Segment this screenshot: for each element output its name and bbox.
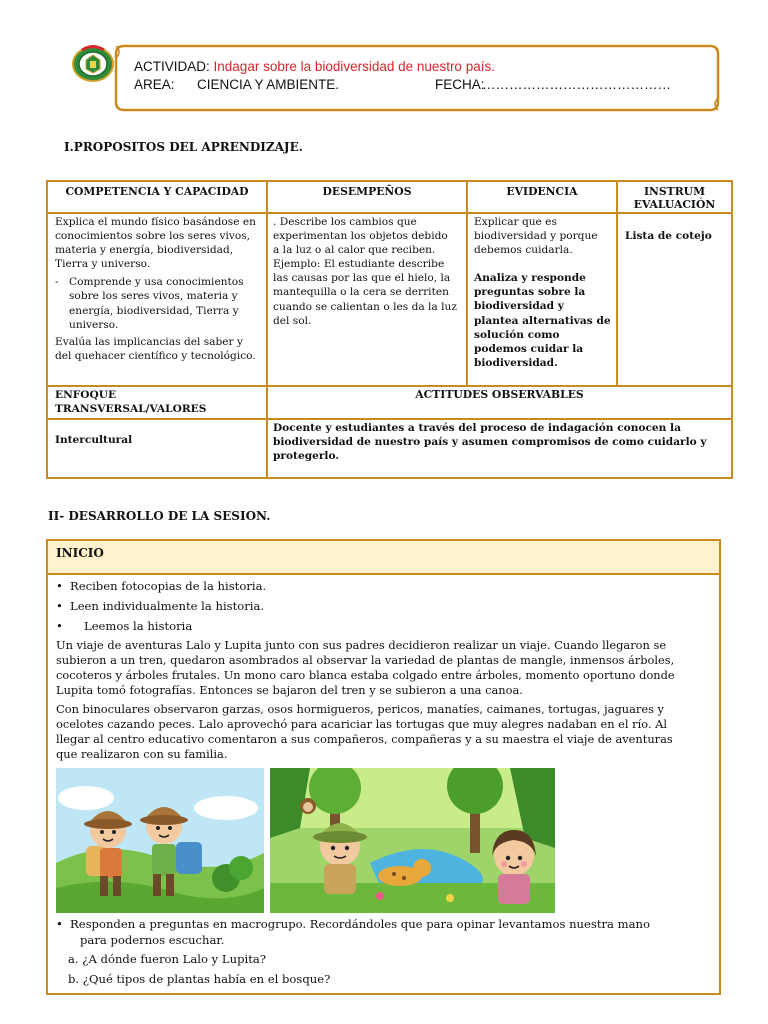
evidencia-bold-line: biodiversidad. <box>474 356 558 369</box>
enfoque-label <box>55 388 265 416</box>
kids-explorers-illustration <box>56 768 264 913</box>
activity-line <box>134 59 495 74</box>
evidencia-line: Explicar que es <box>474 216 557 228</box>
fecha-label: FECHA: <box>435 77 485 92</box>
activity-title: Indagar sobre la biodiversidad de nuestro país. <box>213 59 495 74</box>
desempeno-line: las causas por las que el hielo, la <box>273 272 451 285</box>
bullet-icon: • <box>56 599 63 613</box>
instrumento-value: Lista de cotejo <box>625 230 712 242</box>
fecha-value: …………………………………… <box>482 77 671 92</box>
capacidad-line: sobre los seres vivos, materia y <box>69 290 238 303</box>
bullet-icon: • <box>56 579 63 593</box>
inicio-header <box>48 541 719 575</box>
bullet-icon: • <box>56 917 63 931</box>
actitudes-line: Docente y estudiantes a través del proceso de indagación conocen la <box>273 422 681 434</box>
list-item-text: Leemos la historia <box>84 619 193 633</box>
evidencia-line: debemos cuidarla. <box>474 244 573 257</box>
desempenos-cell <box>273 215 465 328</box>
capacidad-line: Comprende y usa conocimientos <box>69 276 244 289</box>
desempeno-line: Ejemplo: El estudiante describe <box>273 258 445 271</box>
header-desempenos: DESEMPEÑOS <box>322 185 412 198</box>
capacidad-line: energía, biodiversidad, Tierra y <box>69 304 239 317</box>
jungle-scene-illustration <box>270 768 555 913</box>
actitudes-value <box>273 421 728 463</box>
evidencia-bold-line: preguntas sobre la <box>474 286 586 299</box>
competencia-cell <box>55 215 265 363</box>
story-line: cocoteros y árboles frutales. Un mono caro blanca estaba colgado entre árboles, momento oportuno donde <box>56 668 675 683</box>
desempeno-line: mantequilla o la cera se derriten <box>273 286 449 299</box>
list-item-text: Reciben fotocopias de la historia. <box>70 579 267 593</box>
bullet-icon: • <box>56 619 63 633</box>
desempeno-line: experimentan los objetos debido <box>273 230 448 243</box>
story-line: Con binoculares observaron garzas, osos hormigueros, pericos, manatíes, caimanes, tortugas, jaguares y <box>56 702 664 716</box>
list-item <box>56 917 650 931</box>
section-title-propositos: I.PROPOSITOS DEL APRENDIZAJE. <box>64 140 303 154</box>
desempeno-line: a la luz o al calor que reciben. <box>273 244 436 257</box>
capacidad-line: universo. <box>69 318 119 331</box>
story-paragraph-1 <box>56 638 716 698</box>
evalua-line: Evalúa las implicancias del saber y <box>55 335 243 348</box>
area-label: AREA: <box>134 77 175 92</box>
header-evidencia: EVIDENCIA <box>506 185 578 198</box>
header-instrumento <box>618 185 731 211</box>
evidencia-bold-line: plantea alternativas de <box>474 314 611 327</box>
evidencia-cell <box>474 215 616 370</box>
list-item <box>56 619 193 633</box>
activity-header <box>114 44 720 112</box>
question-item: b. ¿Qué tipos de plantas había en el bosque? <box>68 972 331 986</box>
actitudes-label: ACTITUDES OBSERVABLES <box>415 388 584 401</box>
area-value: CIENCIA Y AMBIENTE. <box>197 77 340 92</box>
story-line: subieron a un tren, quedaron asombrados al observar la variedad de plantas de mangle, inmensos árboles, <box>56 653 675 668</box>
enfoque-label-line-2: TRANSVERSAL/VALORES <box>55 403 207 415</box>
story-line: llegar al centro educativo comentaron a sus compañeros, compañeras y a su maestra el viaje de aventuras <box>56 732 673 747</box>
enfoque-label-line-1: ENFOQUE <box>55 389 117 401</box>
story-line: Un viaje de aventuras Lalo y Lupita junto con sus padres decidieron realizar un viaje. Cuando llegaron se <box>56 638 667 652</box>
header-instrumento-line-2: EVALUACIÓN <box>633 198 716 211</box>
list-item <box>56 599 265 613</box>
inicio-title: INICIO <box>56 546 104 560</box>
evidencia-bold-line: biodiversidad y <box>474 300 564 313</box>
evalua-line: del quehacer científico y tecnológico. <box>55 349 256 362</box>
competencia-line: conocimientos sobre los seres vivos, <box>55 230 251 243</box>
list-item-text: Leen individualmente la historia. <box>70 599 265 613</box>
story-paragraph-2 <box>56 702 716 762</box>
competencia-line: materia y energía, biodiversidad, <box>55 244 234 257</box>
competencia-line: Explica el mundo físico basándose en <box>55 216 256 228</box>
header-instrumento-line-1: INSTRUM <box>643 185 706 198</box>
evidencia-bold-block <box>474 271 616 370</box>
desempeno-line: cuando se calientan o les da la luz <box>273 300 457 313</box>
list-item-text: Responden a preguntas en macrogrupo. Recordándoles que para opinar levantamos nuestra mano <box>70 917 650 931</box>
list-item-continuation: para podernos escuchar. <box>80 933 225 947</box>
story-line: que realizaron con su familia. <box>56 747 228 762</box>
evidencia-bold-line: Analiza y responde <box>474 272 586 285</box>
desempeno-line: . Describe los cambios que <box>273 216 417 228</box>
evidencia-line: biodiversidad y porque <box>474 230 598 243</box>
actitudes-line: biodiversidad de nuestro país y asumen compromisos de como cuidarlo y <box>273 436 707 449</box>
story-line: Lupita tomó fotografías. Entonces se bajaron del tren y se subieron a una canoa. <box>56 683 523 698</box>
actitudes-line: protegerlo. <box>273 450 340 463</box>
question-item: a. ¿A dónde fueron Lalo y Lupita? <box>68 952 266 966</box>
story-line: ocelotes cazando peces. Lalo aprovechó para acariciar las tortugas que muy alegres nadaban en el río. Al <box>56 717 668 732</box>
list-item <box>56 579 267 593</box>
school-crest-icon <box>72 44 114 82</box>
header-competencia: COMPETENCIA Y CAPACIDAD <box>65 185 249 198</box>
desempeno-line: del sol. <box>273 314 312 327</box>
section-title-desarrollo: II- DESARROLLO DE LA SESION. <box>48 509 271 523</box>
propositos-table <box>46 180 733 479</box>
competencia-line: Tierra y universo. <box>55 258 151 271</box>
activity-label: ACTIVIDAD: <box>134 59 210 74</box>
competencia-bullet <box>55 275 265 331</box>
evidencia-bold-line: podemos cuidar la <box>474 342 584 355</box>
evidencia-bold-line: solución como <box>474 328 560 341</box>
dash-marker: - <box>55 276 59 289</box>
inicio-box <box>46 539 721 995</box>
enfoque-value: Intercultural <box>55 434 133 446</box>
